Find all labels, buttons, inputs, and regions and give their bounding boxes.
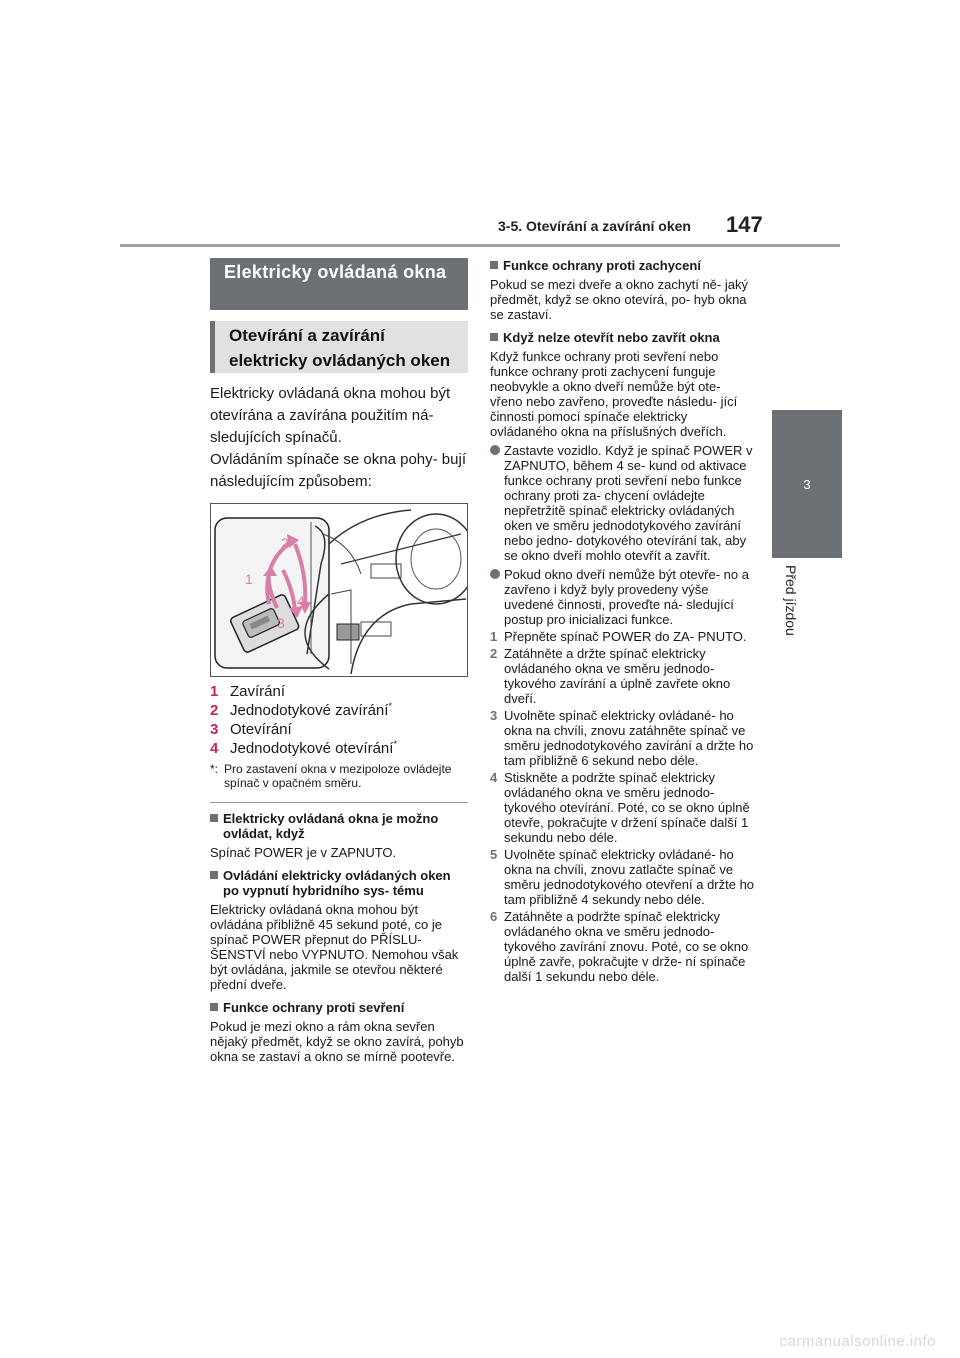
section-heading: Ovládání elektricky ovládaných oken po vypnutí hybridního sys- tému [210,868,468,898]
section-body: Elektricky ovládaná okna mohou být ovládána přibližně 45 sekund poté, co je spínač POWER přepnut do PŘÍSLU- ŠENSTVÍ nebo VYPNUTO. Nemohou však být ovládána, jakmile se otevřou některé přední dveře. [210,902,459,992]
legend-number: 1 [210,683,219,700]
footnote-mark: *: [210,762,219,776]
step-text: Přepněte spínač POWER do ZA- PNUTO. [504,629,747,644]
chapter-label-text: Před jízdou [783,565,799,636]
circle-bullet-icon [490,445,500,455]
left-column [210,258,468,1064]
section-divider [210,802,468,803]
legend-number: 4 [210,740,219,757]
step-text: Zatáhněte a podržte spínač elektricky ovládaného okna ve směru jednodo- tykového zavírání znovu. Poté, co se okno úplně zavře, pokračujte v drže- ní spínače další 1 sekundu nebo déle. [504,909,749,984]
legend-text: Jednodotykové zavírání* [230,701,392,719]
step-number: 1 [490,629,498,644]
intro-text [210,383,468,493]
legend-item [210,701,468,720]
legend-item [210,720,468,739]
step-text: Uvolněte spínač elektricky ovládané- ho okna na chvíli, znovu zatlačte spínač ve směru jednodotykového otevření a držte ho tam přibližně 4 sekundy nebo déle. [504,847,755,907]
step-number: 6 [490,909,498,924]
footnote [210,762,468,790]
step-number: 2 [490,646,498,661]
step-text: Stiskněte a podržte spínač elektricky ovládaného okna ve směru jednodo- tykového otevírání. Poté, co se okno úplně otevře, pokračujte v držení spínače další 1 sekundu nebo déle. [504,770,750,845]
figure-label: 4 [297,593,305,609]
section-body: Spínač POWER je v ZAPNUTO. [210,845,397,860]
section-body: Pokud se mezi dveře a okno zachytí ně- jaký předmět, když se okno otevírá, po- hyb okna se zastaví. [490,277,748,322]
square-bullet-icon [210,1003,218,1011]
legend-item [210,739,468,758]
figure-label: 1 [245,571,253,587]
square-bullet-icon [210,871,218,879]
watermark: carmanualsonline.info [779,1333,936,1350]
step-item [490,646,756,706]
chapter-number: 3 [803,476,811,492]
section-heading: Funkce ochrany proti zachycení [490,258,756,273]
legend-item [210,682,468,701]
step-item [490,847,756,907]
square-bullet-icon [210,814,218,822]
bullet-item: Zastavte vozidlo. Když je spínač POWER v ZAPNUTO, během 4 se- kund od aktivace funkce ochrany proti sevření nebo funkce ochrany proti za- chycení ovládejte nepřetržitě spínač elektricky ovládaných oken ve směru jednodotykového zavírání nebo jedno- dotykového otevírání tak, aby se okno dveří mohlo otevřít a zavřít. [490,443,756,563]
figure-label: 3 [277,615,285,631]
section-body: Pokud je mezi okno a rám okna sevřen nějaký předmět, když se okno zavírá, pohyb okna se zastaví a okno se mírně pootevře. [210,1019,464,1064]
header-divider [120,244,840,247]
legend-number: 2 [210,702,219,719]
step-number: 4 [490,770,498,785]
figure-label: 2 [281,535,289,551]
section-heading: Když nelze otevřít nebo zavřít okna [490,330,756,345]
intro-paragraph: Ovládáním spínače se okna pohy- bují následujícím způsobem: [210,451,466,490]
intro-paragraph: Elektricky ovládaná okna mohou být otevírána a zavírána použitím ná- sledujících spínačů. [210,385,451,446]
legend-text: Otevírání [230,721,292,738]
step-text: Zatáhněte a držte spínač elektricky ovládaného okna ve směru jednodo- tykového zavírání a úplně zavřete okno dveří. [504,646,731,706]
step-item [490,708,756,768]
square-bullet-icon [490,333,498,341]
step-item [490,770,756,845]
step-item [490,629,756,644]
section-heading: Elektricky ovládaná okna je možno ovládat, když [210,811,468,841]
section-heading: Funkce ochrany proti sevření [210,1000,468,1015]
bullet-item: Pokud okno dveří nemůže být otevře- no a zavřeno i když byly provedeny výše uvedené činnosti, proveďte ná- sledující postup pro inicializaci funkce. [490,567,756,627]
page-number: 147 [726,212,763,237]
right-column [490,258,756,984]
main-heading: Elektricky ovládaná okna [210,258,468,310]
legend-text: Jednodotykové otevírání* [230,739,397,757]
footnote-text: Pro zastavení okna v mezipoloze ovládejte spínač v opačném směru. [224,762,452,790]
step-text: Uvolněte spínač elektricky ovládané- ho okna na chvíli, znovu zatáhněte spínač ve směru jednodotykového zavírání a držte ho tam přibližně 6 sekund nebo déle. [504,708,754,768]
chapter-tab [772,410,842,558]
chapter-label [785,565,805,655]
legend-number: 3 [210,721,219,738]
section-body: Když funkce ochrany proti sevření nebo funkce ochrany proti zachycení funguje neobvykle a okno dveří nemůže být ote- vřeno nebo zavřeno, proveďte následu- jící činnosti pomocí spínače elektricky ovládaného okna na příslušných dveřích. [490,349,738,439]
switch-drawing [211,504,467,676]
circle-bullet-icon [490,569,500,579]
window-switch-illustration [210,503,468,677]
square-bullet-icon [490,261,498,269]
step-item [490,909,756,984]
sub-heading: Otevírání a zavírání elektricky ovládaných oken [210,321,468,373]
section-title: 3-5. Otevírání a zavírání oken [498,218,691,234]
step-number: 3 [490,708,498,723]
step-number: 5 [490,847,498,862]
legend-text: Zavírání [230,683,286,700]
figure-legend [210,682,468,758]
